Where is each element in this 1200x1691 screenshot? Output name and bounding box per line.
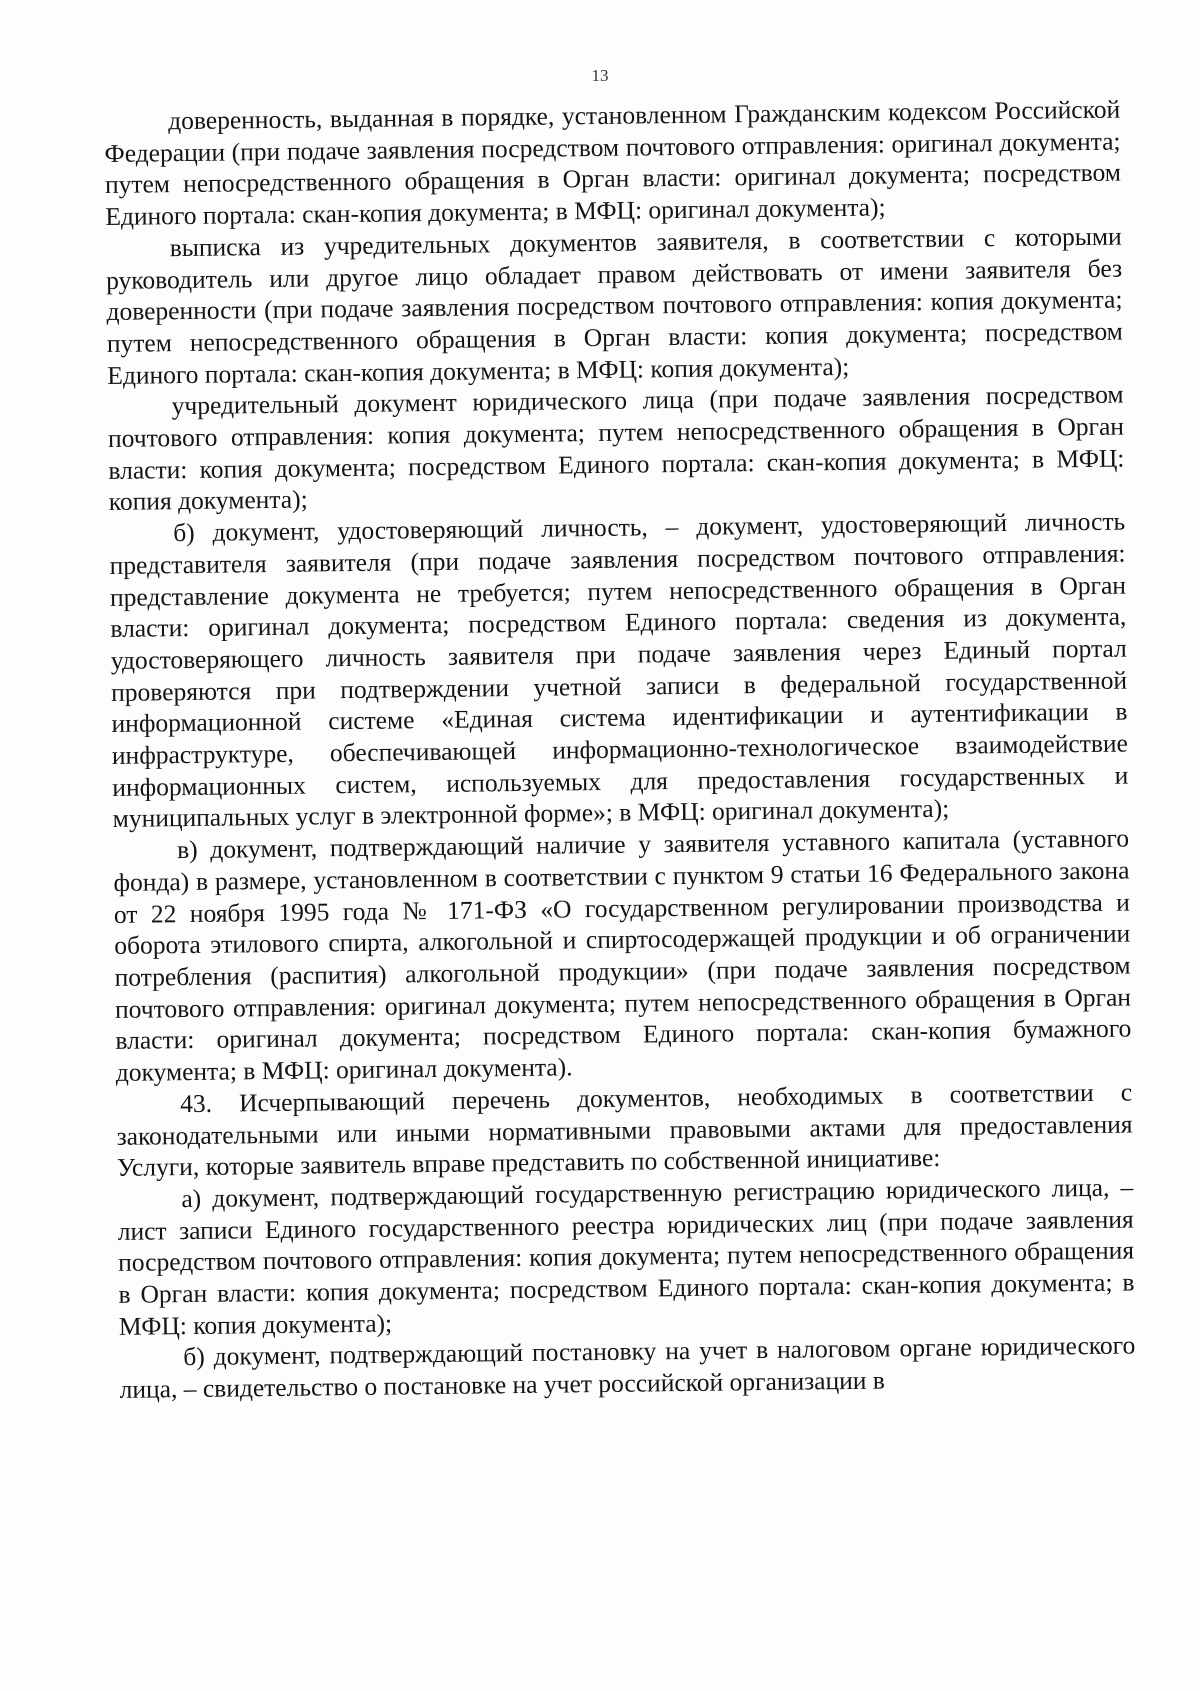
paragraph: выписка из учредительных документов заявителя, в соответствии с которыми руководитель или другое лицо обладает правом действовать от имени заявителя без доверенности (при подаче заявления посредством почтового отправления: копия документа; путем непосредственного обращения в Орган власти: копия документа; посредством Единого портала: скан-копия документа; в МФЦ: копия документа); xyxy=(105,221,1124,390)
page-number: 13 xyxy=(591,66,609,85)
paragraph: б) документ, подтверждающий постановку на учет в налоговом органе юридического лица, – свидетельство о постановке на учет российской организации в xyxy=(119,1330,1136,1405)
document-body xyxy=(104,94,1136,1406)
paragraph: а) документ, подтверждающий государственную регистрацию юридического лица, – лист записи Единого государственного реестра юридических лиц (при подаче заявления посредством почтового отправления: копия документа; путем непосредственного обращения в Орган власти: копия документа; посредством Единого портала: скан-копия документа; в МФЦ: копия документа); xyxy=(117,1172,1135,1341)
paragraph: б) документ, удостоверяющий личность, – документ, удостоверяющий личность представителя заявителя (при подаче заявления посредством почтового отправления: представление документа не требуется; путем непосредственного обращения в Орган власти: оригинал документа; посредством Единого портала: сведения из документа, удостоверяющего личность заявителя при подаче заявления через Единый портал проверяются при подтверждении учетной записи в федеральной государственной информационной системе «Единая система идентификации и аутентификации в инфраструктуре, обеспечивающей информационно-технологическое взаимодействие информационных систем, используемых для предоставления государственных и муниципальных услуг в электронной форме»; в МФЦ: оригинал документа); xyxy=(109,506,1129,834)
paragraph: 43. Исчерпывающий перечень документов, необходимых в соответствии с законодательными или иными нормативными правовыми актами для предоставления Услуги, которые заявитель вправе представить по собственной инициативе: xyxy=(116,1077,1133,1183)
paragraph: учредительный документ юридического лица (при подаче заявления посредством почтового отправления: копия документа; путем непосредственного обращения в Орган власти: копия документа; посредством Единого портала: скан-копия документа; в МФЦ: копия документа); xyxy=(107,379,1125,517)
paragraph: доверенность, выданная в порядке, установленном Гражданским кодексом Российской Федерации (при подаче заявления посредством почтового отправления: оригинал документа; путем непосредственного обращения в Орган власти: оригинал документа; посредством Единого портала: скан-копия документа; в МФЦ: оригинал документа); xyxy=(104,94,1122,232)
paragraph: в) документ, подтверждающий наличие у заявителя уставного капитала (уставного фонда) в размере, установленном в соответствии с пунктом 9 статьи 16 Федерального закона от 22 ноября 1995 года № 171-ФЗ «О государственном регулировании производства и оборота этилового спирта, алкогольной и спиртосодержащей продукции и об ограничении потребления (распития) алкогольной продукции» (при подаче заявления посредством почтового отправления: оригинал документа; путем непосредственного обращения в Орган власти: оригинал документа; посредством Единого портала: скан-копия бумажного документа; в МФЦ: оригинал документа). xyxy=(113,823,1132,1088)
